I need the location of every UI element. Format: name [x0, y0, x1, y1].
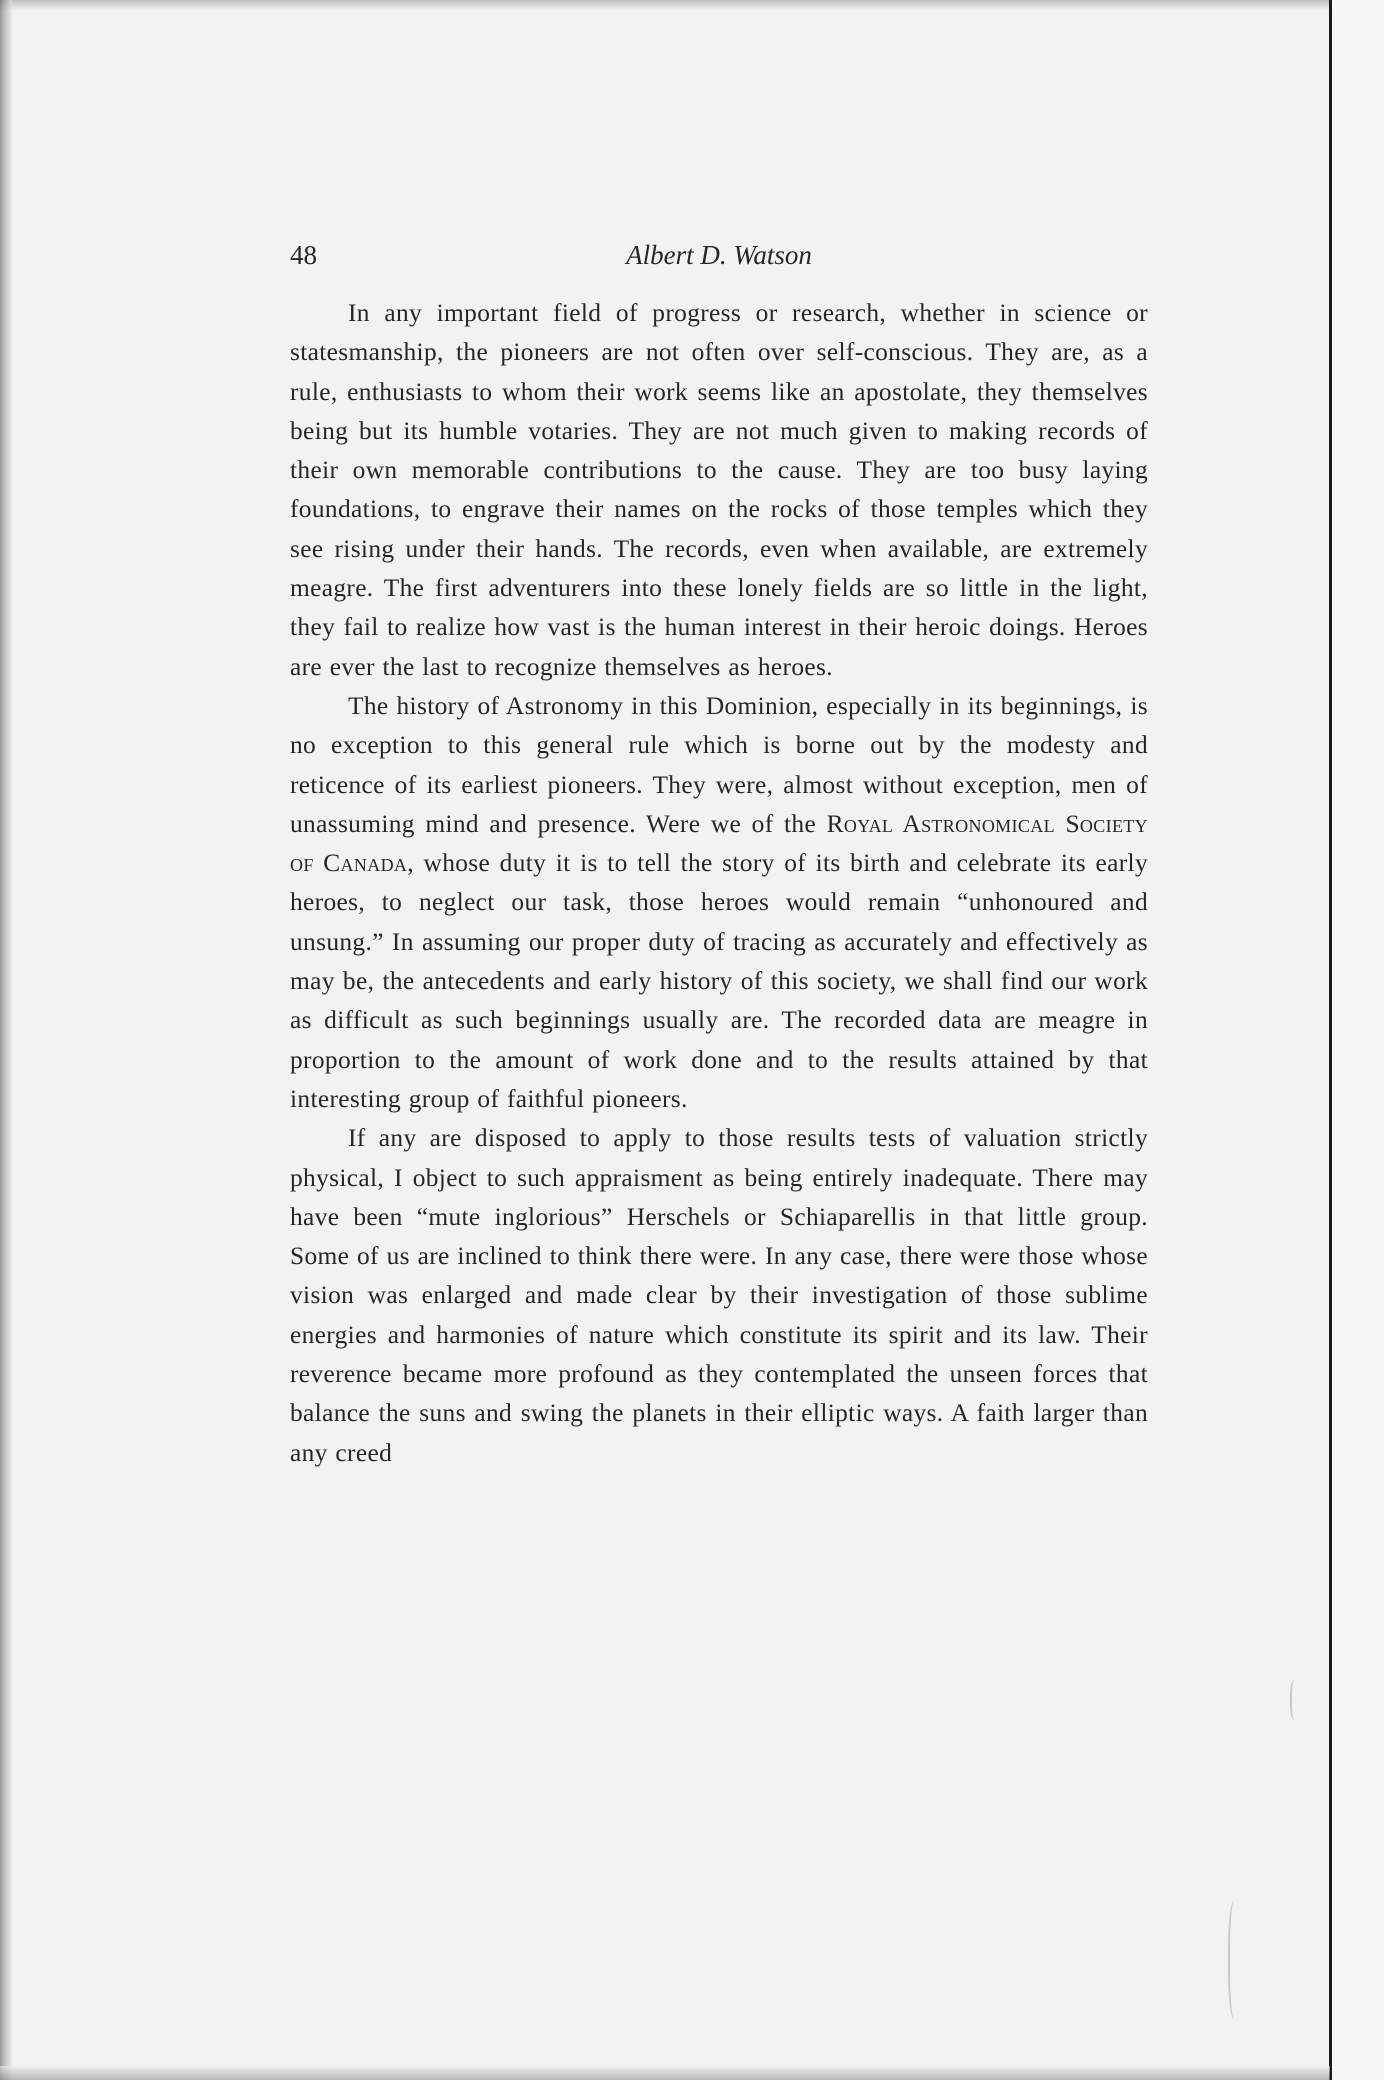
scan-smudge	[1290, 1680, 1300, 1720]
adjacent-page-strip	[1332, 0, 1384, 2080]
paragraph-2-text-after: , whose duty it is to tell the story of its birth and celebrate its early heroes, to neglect our task, those heroes would remain “unhonoured and unsung.” In assuming our proper duty of tracing as accurately and effectively as may be, the antecedents and early history of this society, we shall find our work as difficult as such beginnings usually are. The recorded data are meagre in proportion to the amount of work done and to the results attained by that interesting group of faithful pioneers.	[290, 849, 1148, 1113]
running-head	[290, 240, 1148, 280]
paragraph-3: If any are disposed to apply to those results tests of valuation strictly physical, I object to such appraisment as being entirely inadequate. There may have been “mute inglorious” Herschels or Schiaparellis in that little group. Some of us are inclined to think there were. In any case, there were those whose vision was enlarged and made clear by their investigation of those sublime energies and harmonies of nature which constitute its spirit and its law. Their reverence became more profound as they contemplated the unseen forces that balance the suns and swing the planets in their elliptic ways. A faith larger than any creed	[290, 1124, 1148, 1467]
scan-smudge	[1228, 1900, 1244, 2020]
scan-bottom-edge	[0, 2066, 1330, 2080]
paragraph-2-text-before: The history of Astronomy in this Dominion, especially in its beginnings, is no exception to this general rule which is borne out by the modesty and reticence of its earliest pioneers. They were, almost without exception, men of unassuming mind and presence. Were we of the	[290, 691, 1148, 838]
society-name: Royal Astronomical Society of Canada	[290, 809, 1148, 878]
page-number: 48	[290, 240, 317, 270]
paragraph-2	[290, 687, 1148, 1119]
scan-left-edge	[0, 0, 12, 2080]
page-body	[290, 240, 1148, 1473]
scan-top-edge	[0, 0, 1384, 10]
running-title: Albert D. Watson	[626, 240, 812, 270]
paragraph-1: In any important field of progress or research, whether in science or statesmanship, the pioneers are not often over self-conscious. They are, as a rule, enthusiasts to whom their work seems like an apostolate, they themselves being but its humble votaries. They are not much given to making records of their own memorable contributions to the cause. They are too busy laying foundations, to engrave their names on the rocks of those temples which they see rising under their hands. The records, even when available, are extremely meagre. The first adventurers into these lonely fields are so little in the light, they fail to realize how vast is the human interest in their heroic doings. Heroes are ever the last to recognize themselves as heroes.	[290, 299, 1148, 681]
